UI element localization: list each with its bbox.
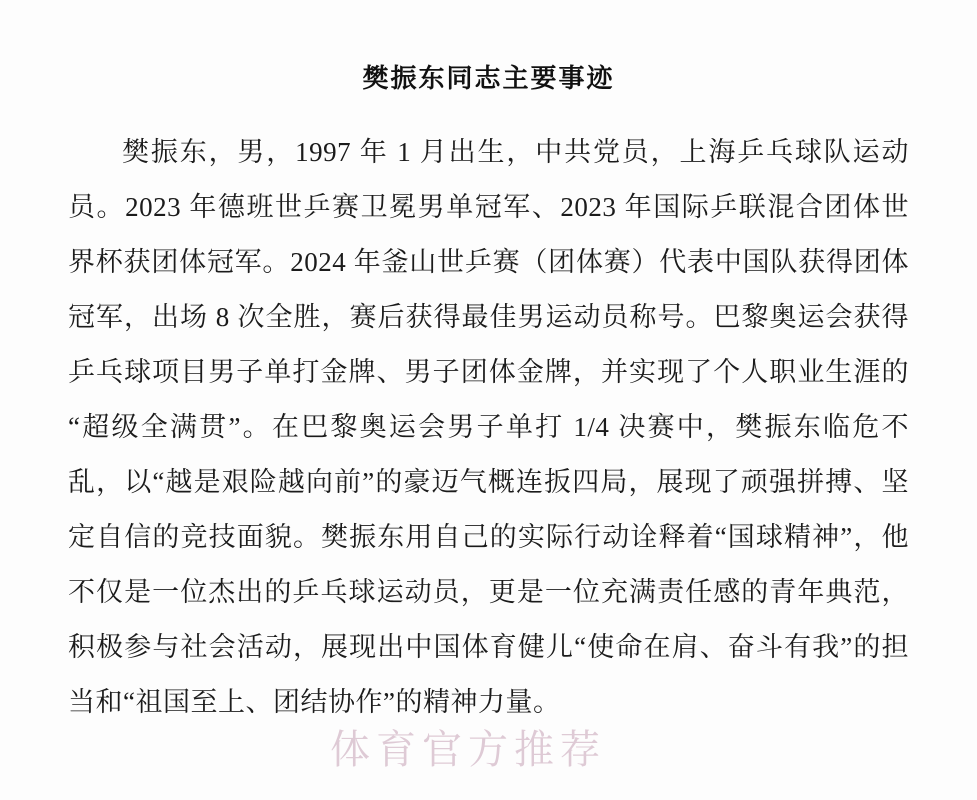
watermark-text: 体育官方推荐 [330, 727, 606, 772]
page-title: 樊振东同志主要事迹 [362, 64, 615, 93]
document-body [0, 101, 977, 730]
body-paragraph: 樊振东，男，1997 年 1 月出生，中共党员，上海乒乓球队运动员。2023 年德班世乒赛卫冕男单冠军、2023 年国际乒联混合团体世界杯获团体冠军。2024 年釜山世乒赛（团体赛）代表中国队获得团体冠军，出场 8 次全胜，赛后获得最佳男运动员称号。巴黎奥运会获得乒乓球项目男子单打金牌、男子团体金牌，并实现了个人职业生涯的“超级全满贯”。在巴黎奥运会男子单打 1/4 决赛中，樊振东临危不乱，以“越是艰险越向前”的豪迈气概连扳四局，展现了顽强拼搏、坚定自信的竞技面貌。樊振东用自己的实际行动诠释着“国球精神”，他不仅是一位杰出的乒乓球运动员，更是一位充满责任感的青年典范，积极参与社会活动，展现出中国体育健儿“使命在肩、奋斗有我”的担当和“祖国至上、团结协作”的精神力量。 [68, 137, 909, 717]
